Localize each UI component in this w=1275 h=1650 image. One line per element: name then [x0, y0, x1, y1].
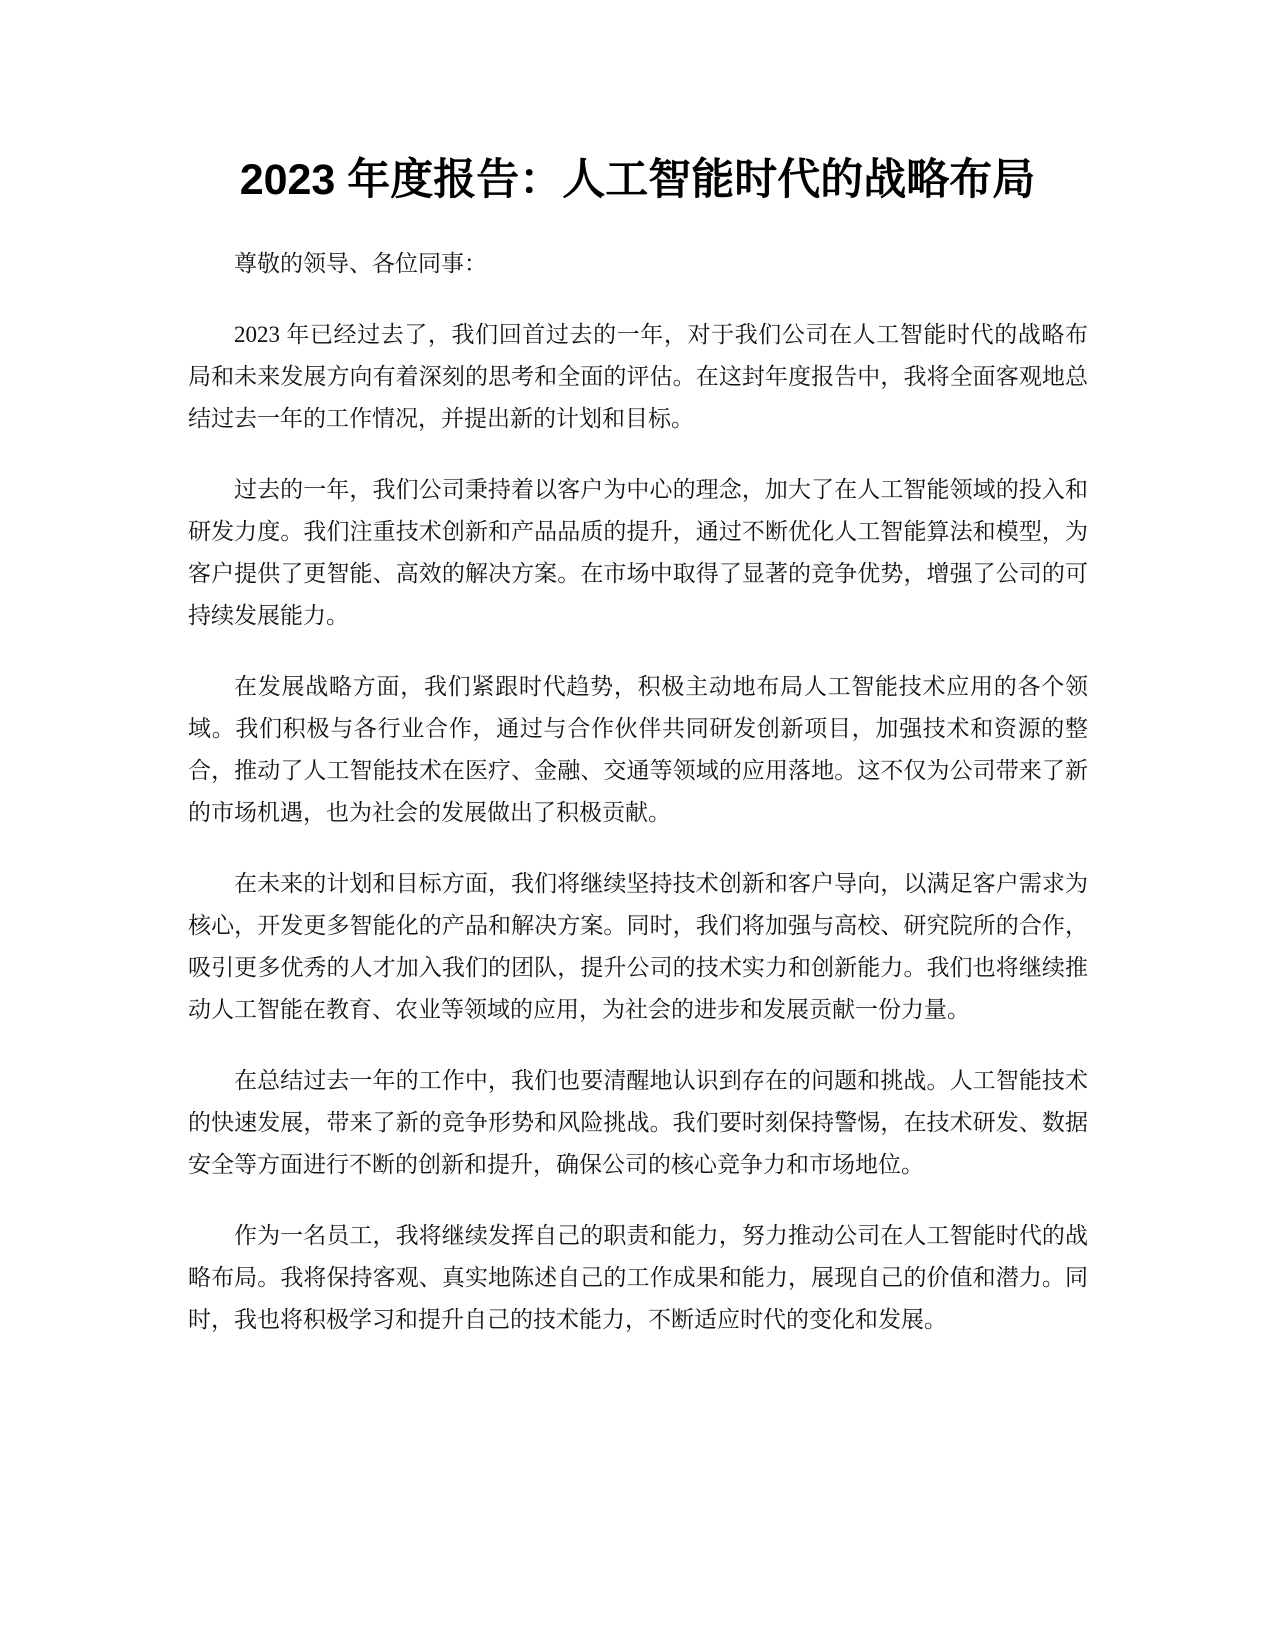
paragraph-strategy: 在发展战略方面，我们紧跟时代趋势，积极主动地布局人工智能技术应用的各个领域。我们积极与各行业合作，通过与合作伙伴共同研发创新项目，加强技术和资源的整合，推动了人工智能技术在医疗、金融、交通等领域的应用落地。这不仅为公司带来了新的市场机遇，也为社会的发展做出了积极贡献。 — [188, 674, 1088, 825]
page-title: 2023 年度报告：人工智能时代的战略布局 — [239, 156, 1036, 204]
paragraph-personal-commitment: 作为一名员工，我将继续发挥自己的职责和能力，努力推动公司在人工智能时代的战略布局。我将保持客观、真实地陈述自己的工作成果和能力，展现自己的价值和潜力。同时，我也将积极学习和提升自己的技术能力，不断适应时代的变化和发展。 — [188, 1223, 1088, 1332]
paragraph-future-plans: 在未来的计划和目标方面，我们将继续坚持技术创新和客户导向，以满足客户需求为核心，开发更多智能化的产品和解决方案。同时，我们将加强与高校、研究院所的合作，吸引更多优秀的人才加入我们的团队，提升公司的技术实力和创新能力。我们也将继续推动人工智能在教育、农业等领域的应用，为社会的进步和发展贡献一份力量。 — [188, 871, 1088, 1022]
paragraph-past-year: 过去的一年，我们公司秉持着以客户为中心的理念，加大了在人工智能领域的投入和研发力度。我们注重技术创新和产品品质的提升，通过不断优化人工智能算法和模型，为客户提供了更智能、高效的解决方案。在市场中取得了显著的竞争优势，增强了公司的可持续发展能力。 — [188, 477, 1088, 628]
paragraph-intro: 2023 年已经过去了，我们回首过去的一年，对于我们公司在人工智能时代的战略布局和未来发展方向有着深刻的思考和全面的评估。在这封年度报告中，我将全面客观地总结过去一年的工作情况，并提出新的计划和目标。 — [188, 322, 1088, 431]
paragraph-challenges: 在总结过去一年的工作中，我们也要清醒地认识到存在的问题和挑战。人工智能技术的快速发展，带来了新的竞争形势和风险挑战。我们要时刻保持警惕，在技术研发、数据安全等方面进行不断的创新和提升，确保公司的核心竞争力和市场地位。 — [188, 1068, 1088, 1177]
document-body — [188, 243, 1088, 1370]
salutation: 尊敬的领导、各位同事： — [234, 251, 487, 276]
